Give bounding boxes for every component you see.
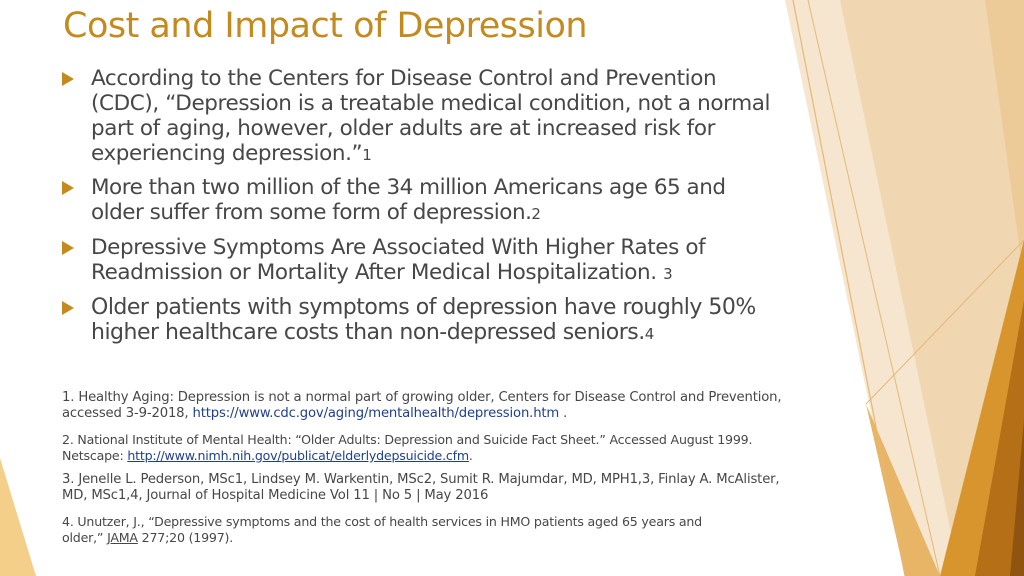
reference-number: 4 [644,325,654,343]
bullet-line [91,200,725,227]
slide-title: Cost and Impact of Depression [63,6,588,46]
reference-text: 277;20 (1997). [137,530,234,545]
reference-text: . [468,448,473,463]
bullet-text [91,295,756,347]
reference-line [62,448,822,464]
reference-number: 2 [531,205,541,223]
bullet-line: Depressive Symptoms Are Associated With Higher Rates of [91,235,706,260]
bullet-line: part of aging, however, older adults are at increased risk for [91,116,716,141]
bullet-text [91,66,770,168]
bullet-text [91,175,725,227]
bullet-line-text: higher healthcare costs than non-depressed seniors. [91,320,645,345]
reference-line [62,530,822,546]
arrow-right-icon [62,181,74,195]
corner-facet-left [0,458,36,576]
bullet-text [91,235,705,287]
arrow-right-icon [62,241,74,255]
bullet-line-text: Readmission or Mortality After Medical Hospitalization. [91,260,657,285]
bullet-line [91,320,756,347]
cdc-link[interactable]: https://www.cdc.gov/aging/mentalhealth/depression.htm [192,406,560,421]
arrow-right-icon [62,301,74,315]
reference-text: Netscape: [62,448,128,463]
journal-name: JAMA [107,530,138,545]
reference-line: 4. Unutzer, J., “Depressive symptoms and the cost of health services in HMO patients aged 65 years and [62,514,702,529]
reference-1 [62,390,822,422]
bullet-line: More than two million of the 34 million Americans age 65 and [91,175,726,200]
reference-2 [62,432,822,464]
reference-line: MD, MSc1,4, Journal of Hospital Medicine Vol 11 | No 5 | May 2016 [62,488,489,503]
reference-number: 1 [362,146,372,164]
arrow-right-icon [62,72,74,86]
bullet-line: (CDC), “Depression is a treatable medical condition, not a normal [91,91,771,116]
bullet-line-text: older suffer from some form of depression. [91,200,532,225]
reference-line: 1. Healthy Aging: Depression is not a normal part of growing older, Centers for Disease Control and Prevention, [62,390,782,405]
reference-3 [62,472,822,504]
reference-line: 3. Jenelle L. Pederson, MSc1, Lindsey M. Warkentin, MSc2, Sumit R. Majumdar, MD, MPH1,3, Finlay A. McAlister, [62,472,780,487]
bullet-line [91,141,770,168]
reference-text: older,” [62,530,108,545]
reference-text: . [559,406,568,421]
reference-line [62,406,822,422]
bullet-line: Older patients with symptoms of depression have roughly 50% [91,295,756,320]
reference-line: 2. National Institute of Mental Health: “Older Adults: Depression and Suicide Fact Sheet.” Accessed August 1999. [62,432,753,447]
reference-text: accessed 3-9-2018, [62,406,193,421]
bullet-line-text: experiencing depression.” [91,141,363,166]
reference-4 [62,514,822,546]
bullet-line: According to the Centers for Disease Control and Prevention [91,66,717,91]
bullet-line [91,260,705,287]
nimh-link[interactable]: http://www.nimh.nih.gov/publicat/elderlydepsuicide.cfm [127,448,469,463]
reference-number: 3 [663,265,673,283]
